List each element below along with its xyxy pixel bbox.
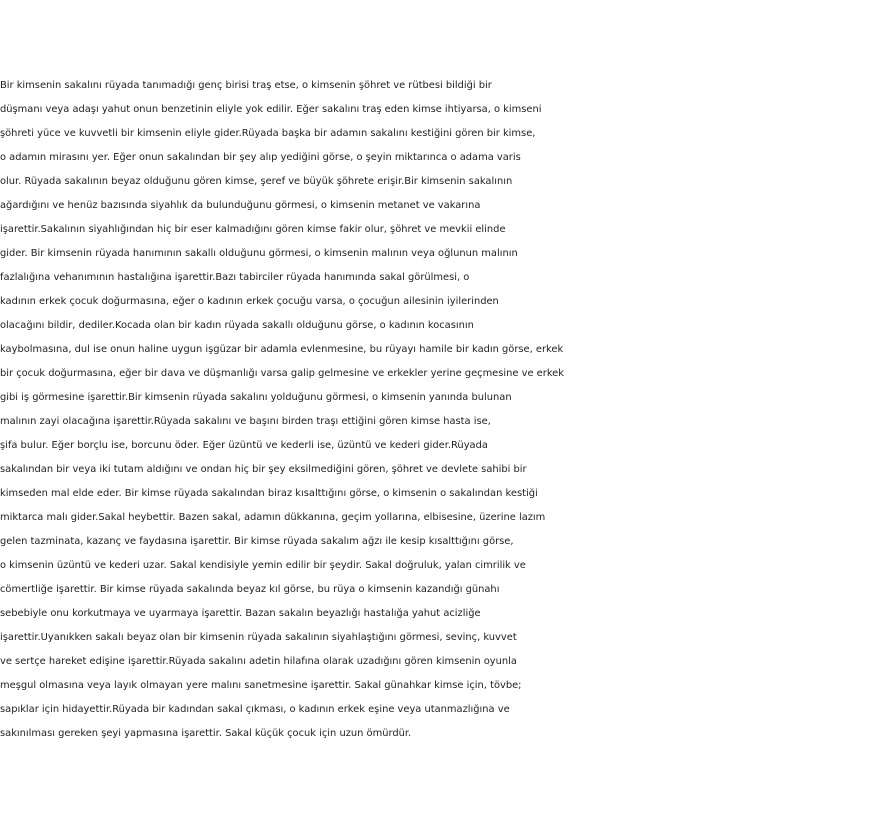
text-line: işarettir.Uyanıkken sakalı beyaz olan bir kimsenin rüyada sakalının siyahlaştığını görmesi, sevinç, kuvvet <box>0 632 517 643</box>
text-line: o kimsenin üzüntü ve kederi uzar. Sakal kendisiyle yemin edilir bir şeydir. Sakal doğruluk, yalan cimrilik ve <box>0 560 526 571</box>
text-line: sakalından bir veya iki tutam aldığını ve ondan hiç bir şey eksilmediğini gören, şöhret ve devlete sahibi bir <box>0 464 527 475</box>
dream-interpretation-text <box>0 74 880 746</box>
text-line: olur. Rüyada sakalının beyaz olduğunu gören kimse, şeref ve büyük şöhrete erişir.Bir kimsenin sakalının <box>0 176 513 187</box>
text-line: Bir kimsenin sakalını rüyada tanımadığı genç birisi traş etse, o kimsenin şöhret ve rütbesi bildiği bir <box>0 80 492 91</box>
text-line: ağardığını ve henüz bazısında siyahlık da bulunduğunu görmesi, o kimsenin metanet ve vakarına <box>0 200 481 211</box>
text-line: bir çocuk doğurmasına, eğer bir dava ve düşmanlığı varsa galip gelmesine ve erkekler yerine geçmesine ve erkek <box>0 368 564 379</box>
text-line: o adamın mirasını yer. Eğer onun sakalından bir şey alıp yediğini görse, o şeyin miktarınca o adama varis <box>0 152 521 163</box>
text-line: sebebiyle onu korkutmaya ve uyarmaya işarettir. Bazan sakalın beyazlığı hastalığa yahut acizliğe <box>0 608 481 619</box>
text-line: şifa bulur. Eğer borçlu ise, borcunu öder. Eğer üzüntü ve kederli ise, üzüntü ve kederi gider.Rüyada <box>0 440 488 451</box>
text-line: olacağını bildir, dediler.Kocada olan bir kadın rüyada sakallı olduğunu görse, o kadının kocasının <box>0 320 474 331</box>
text-line: kaybolmasına, dul ise onun haline uygun işgüzar bir adamla evlenmesine, bu rüyayı hamile bir kadın görse, erkek <box>0 344 564 355</box>
text-line: meşgul olmasına veya layık olmayan yere malını sanetmesine işarettir. Sakal günahkar kimse için, tövbe; <box>0 680 522 691</box>
text-line: gider. Bir kimsenin rüyada hanımının sakallı olduğunu görmesi, o kimsenin malının veya oğlunun malının <box>0 248 518 259</box>
text-line: düşmanı veya adaşı yahut onun benzetinin eliyle yok edilir. Eğer sakalını traş eden kimse ihtiyarsa, o kimseni <box>0 104 542 115</box>
text-line: kimseden mal elde eder. Bir kimse rüyada sakalından biraz kısalttığını görse, o kimsenin o sakalından kestiği <box>0 488 538 499</box>
text-line: malının zayi olacağına işarettir.Rüyada sakalını ve başını birden traşı ettiğini gören kimse hasta ise, <box>0 416 491 427</box>
text-line: gelen tazminata, kazanç ve faydasına işarettir. Bir kimse rüyada sakalım ağzı ile kesip kısalttığını görse, <box>0 536 514 547</box>
text-line: şöhreti yüce ve kuvvetli bir kimsenin eliyle gider.Rüyada başka bir adamın sakalını kestiğini gören bir kimse, <box>0 128 536 139</box>
text-line: ve sertçe hareket edişine işarettir.Rüyada sakalını adetin hilafına olarak uzadığını gören kimsenin oyunla <box>0 656 517 667</box>
text-line: gibi iş görmesine işarettir.Bir kimsenin rüyada sakalını yolduğunu görmesi, o kimsenin yanında bulunan <box>0 392 512 403</box>
text-line: sapıklar için hidayettir.Rüyada bir kadından sakal çıkması, o kadının erkek eşine veya utanmazlığına ve <box>0 704 510 715</box>
text-line: fazlalığına vehanımının hastalığına işarettir.Bazı tabirciler rüyada hanımında sakal görülmesi, o <box>0 272 470 283</box>
text-line: cömertliğe işarettir. Bir kimse rüyada sakalında beyaz kıl görse, bu rüya o kimsenin kazandığı günahı <box>0 584 500 595</box>
text-line: miktarca malı gider.Sakal heybettir. Bazen sakal, adamın dükkanına, geçim yollarına, elbisesine, üzerine lazım <box>0 512 546 523</box>
text-line: işarettir.Sakalının siyahlığından hiç bir eser kalmadığını gören kimse fakir olur, şöhret ve mevkii elinde <box>0 224 506 235</box>
text-line: sakınılması gereken şeyi yapmasına işarettir. Sakal küçük çocuk için uzun ömürdür. <box>0 728 412 739</box>
text-line: kadının erkek çocuk doğurmasına, eğer o kadının erkek çocuğu varsa, o çocuğun ailesinin iyilerinden <box>0 296 499 307</box>
